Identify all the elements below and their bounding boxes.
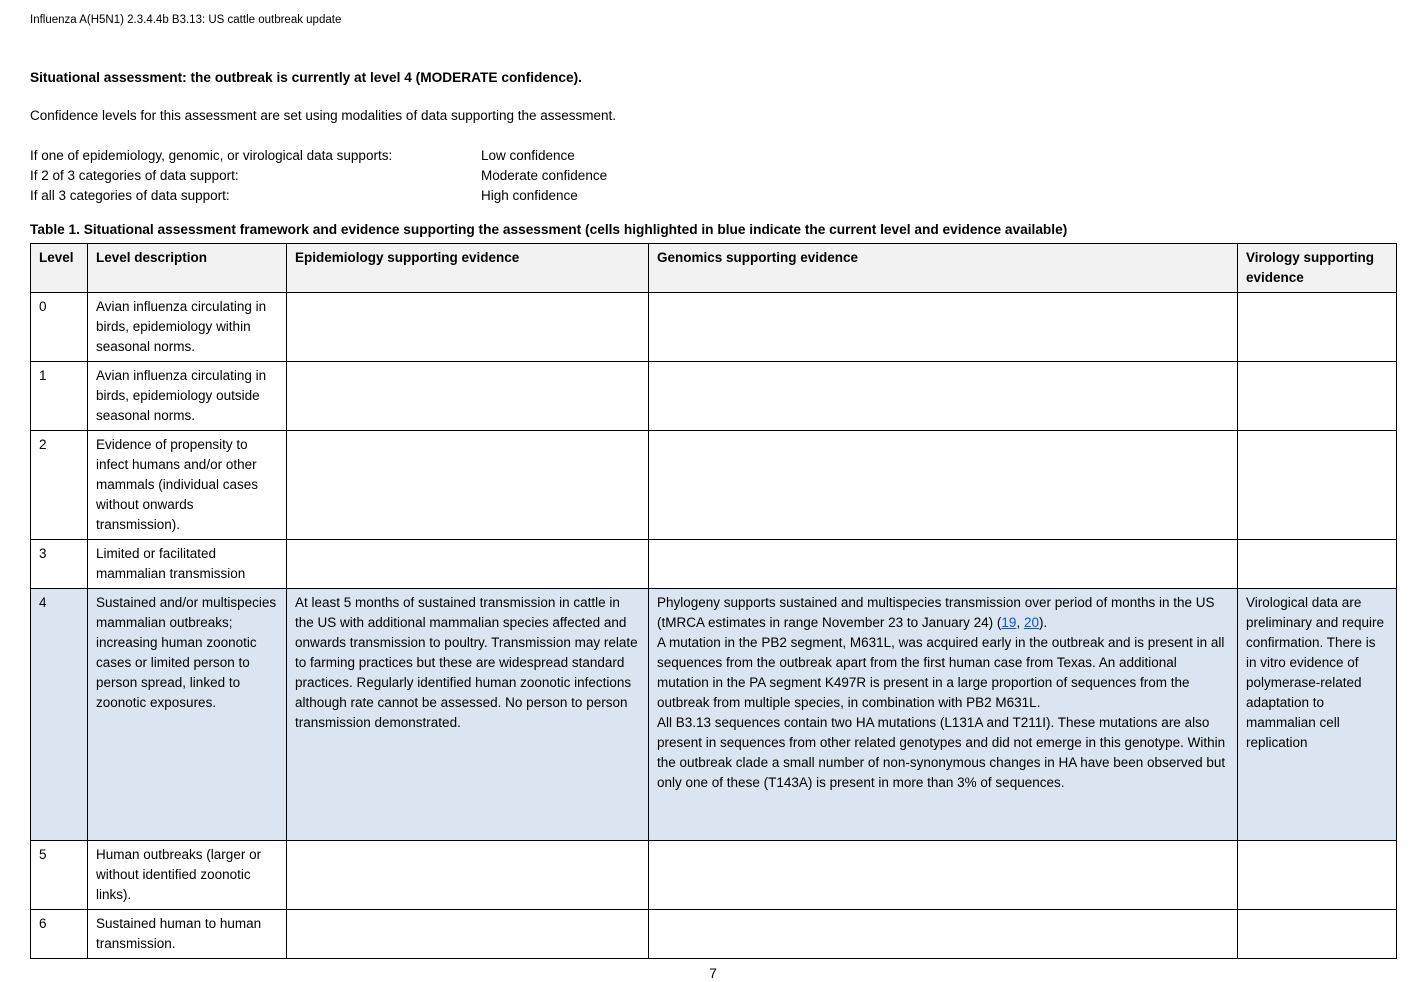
epidemiology-cell-empty [287, 293, 649, 362]
table-row-level-0 [31, 293, 1397, 362]
genomics-paragraph-1-end: ). [1038, 615, 1048, 630]
genomics-paragraph-2: A mutation in the PB2 segment, M631L, was acquired early in the outbreak and is present in all sequences from the outbreak apart from the first human case from Texas. An additional mutation in the PA segment K497R is present in a large proportion of sequences from the outbreak from multiple species, in combination with PB2 M631L. [657, 635, 1225, 710]
confidence-rule-condition: If all 3 categories of data support: [30, 188, 230, 203]
table-row-level-5 [31, 841, 1397, 910]
epidemiology-cell-empty [287, 910, 649, 959]
running-header: Influenza A(H5N1) 2.3.4.4b B3.13: US cattle outbreak update [30, 14, 342, 26]
column-header-genomics: Genomics supporting evidence [649, 244, 1238, 293]
level-description-cell: Sustained human to human transmission. [88, 910, 287, 959]
genomics-cell-empty [649, 293, 1238, 362]
confidence-rule-result: High confidence [481, 188, 578, 203]
table-row-level-3 [31, 540, 1397, 589]
level-cell: 6 [31, 910, 88, 959]
reference-link-20[interactable]: 20 [1023, 615, 1039, 630]
level-cell: 4 [31, 589, 88, 841]
confidence-rules-block [30, 146, 1396, 206]
situational-assessment-table [30, 243, 1397, 959]
column-header-level-description: Level description [88, 244, 287, 293]
reference-separator: , [1016, 615, 1024, 630]
genomics-evidence-cell [649, 589, 1238, 841]
level-cell: 3 [31, 540, 88, 589]
epidemiology-cell-empty [287, 431, 649, 540]
confidence-rule-row [30, 166, 1396, 186]
table-row-level-4-current [31, 589, 1397, 841]
genomics-paragraph-1-text: Phylogeny supports sustained and multispecies transmission over period of months in the US (tMRCA estimates in range November 23 to January 24) ( [657, 595, 1215, 630]
confidence-rule-row [30, 186, 1396, 206]
level-cell: 0 [31, 293, 88, 362]
epidemiology-cell-empty [287, 540, 649, 589]
level-description-cell: Limited or facilitated mammalian transmission [88, 540, 287, 589]
genomics-cell-empty [649, 841, 1238, 910]
level-description-cell: Human outbreaks (larger or without identified zoonotic links). [88, 841, 287, 910]
virology-cell-empty [1238, 910, 1397, 959]
confidence-rule-condition: If one of epidemiology, genomic, or virological data supports: [30, 148, 393, 163]
column-header-virology: Virology supporting evidence [1238, 244, 1397, 293]
column-header-level: Level [31, 244, 88, 293]
column-header-epidemiology: Epidemiology supporting evidence [287, 244, 649, 293]
genomics-cell-empty [649, 431, 1238, 540]
virology-cell-empty [1238, 540, 1397, 589]
virology-evidence-cell: Virological data are preliminary and require confirmation. There is in vitro evidence of polymerase-related adaptation to mammalian cell replication [1238, 589, 1397, 841]
virology-cell-empty [1238, 841, 1397, 910]
level-description-cell: Evidence of propensity to infect humans and/or other mammals (individual cases without onwards transmission). [88, 431, 287, 540]
situational-assessment-heading: Situational assessment: the outbreak is currently at level 4 (MODERATE confidence). [30, 70, 582, 85]
page-number: 7 [709, 966, 717, 981]
virology-cell-empty [1238, 362, 1397, 431]
confidence-rule-result: Moderate confidence [481, 168, 608, 183]
table-caption: Table 1. Situational assessment framework and evidence supporting the assessment (cells highlighted in blue indicate the current level and evidence available) [30, 222, 1068, 237]
reference-link-19[interactable]: 19 [1001, 615, 1017, 630]
level-description-cell: Sustained and/or multispecies mammalian outbreaks; increasing human zoonotic cases or limited person to person spread, linked to zoonotic exposures. [88, 589, 287, 841]
genomics-paragraph-1 [657, 593, 1229, 633]
confidence-rule-row [30, 146, 1396, 166]
level-description-cell: Avian influenza circulating in birds, epidemiology within seasonal norms. [88, 293, 287, 362]
table-header-row [31, 244, 1397, 293]
level-cell: 5 [31, 841, 88, 910]
table-row-level-1 [31, 362, 1397, 431]
confidence-intro-paragraph: Confidence levels for this assessment are set using modalities of data supporting the assessment. [30, 108, 617, 123]
table-row-level-2 [31, 431, 1397, 540]
epidemiology-evidence-cell: At least 5 months of sustained transmission in cattle in the US with additional mammalian species affected and onwards transmission to poultry. Transmission may relate to farming practices but these are widespread standard practices. Regularly identified human zoonotic infections although rate cannot be assessed. No person to person transmission demonstrated. [287, 589, 649, 841]
virology-cell-empty [1238, 293, 1397, 362]
level-cell: 2 [31, 431, 88, 540]
epidemiology-cell-empty [287, 841, 649, 910]
virology-cell-empty [1238, 431, 1397, 540]
genomics-cell-empty [649, 362, 1238, 431]
genomics-cell-empty [649, 540, 1238, 589]
genomics-paragraph-3: All B3.13 sequences contain two HA mutations (L131A and T211I). These mutations are also present in sequences from other related genotypes and did not emerge in this genotype. Within the outbreak clade a small number of non-synonymous changes in HA have been observed but only one of these (T143A) is present in more than 3% of sequences. [657, 715, 1226, 790]
table-row-level-6 [31, 910, 1397, 959]
level-cell: 1 [31, 362, 88, 431]
confidence-rule-result: Low confidence [481, 148, 575, 163]
epidemiology-cell-empty [287, 362, 649, 431]
level-description-cell: Avian influenza circulating in birds, epidemiology outside seasonal norms. [88, 362, 287, 431]
confidence-rule-condition: If 2 of 3 categories of data support: [30, 168, 239, 183]
genomics-cell-empty [649, 910, 1238, 959]
